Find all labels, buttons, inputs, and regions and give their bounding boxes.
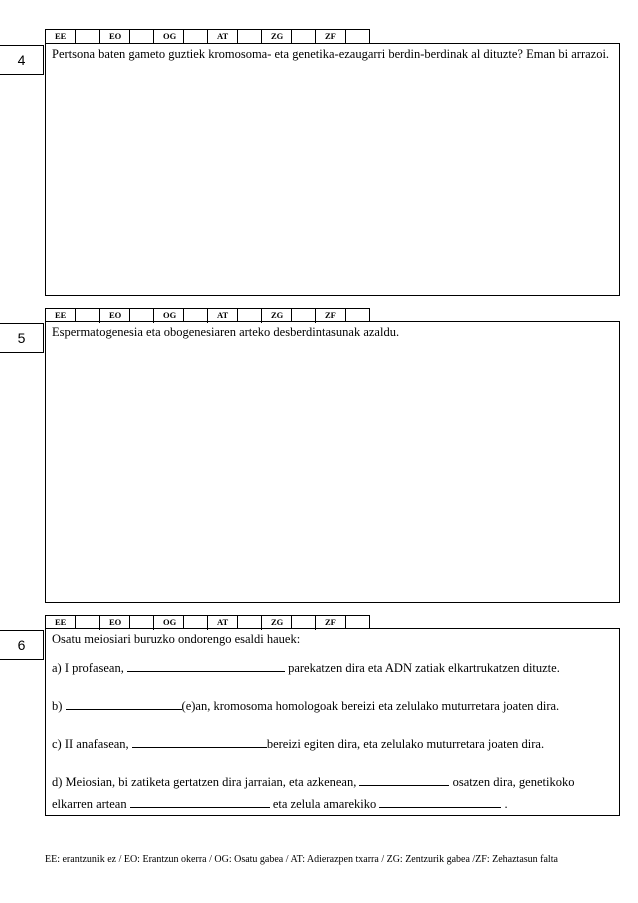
grading-legend: EE: erantzunik ez / EO: Erantzun okerra / OG: Osatu gabea / AT: Adierazpen txarra / ZG: Zentzurik gabea /ZF: Zehaztasun falta [45, 854, 558, 865]
grade-checkbox[interactable] [183, 30, 207, 43]
question-5-text: Espermatogenesia eta obogenesiaren arteko desberdintasunak azaldu. [52, 325, 400, 339]
grade-cell-zg: ZG [261, 309, 315, 323]
question-number: 6 [0, 630, 44, 660]
question-4-answer-box[interactable] [45, 43, 620, 296]
sentence-c: c) II anafasean, bereizi egiten dira, eta zelulako muturretara joaten dira. [52, 737, 545, 751]
grade-cell-at: AT [207, 30, 261, 44]
fill-blank[interactable] [127, 659, 285, 672]
grade-cell-at: AT [207, 616, 261, 630]
question-5-answer-box[interactable] [45, 321, 620, 603]
grade-cell-og: OG [153, 30, 207, 44]
question-6-intro: Osatu meiosiari buruzko ondorengo esaldi hauek: [52, 632, 301, 646]
grade-cell-og: OG [153, 616, 207, 630]
grade-checkbox[interactable] [129, 30, 153, 43]
grade-cell-zg: ZG [261, 30, 315, 44]
grade-cell-zf: ZF [315, 30, 369, 44]
grade-cell-eo: EO [99, 30, 153, 44]
grade-bar-q5 [45, 308, 370, 322]
grade-checkbox[interactable] [345, 30, 369, 43]
sentence-d: d) Meiosian, bi zatiketa gertatzen dira jarraian, eta azkenean, osatzen dira, genetikoko [52, 775, 575, 789]
fill-blank[interactable] [379, 795, 501, 808]
grade-checkbox[interactable] [75, 30, 99, 43]
fill-blank[interactable] [130, 795, 270, 808]
sentence-b: b) (e)an, kromosoma homologoak bereizi eta zelulako muturretara joaten dira. [52, 699, 560, 713]
grade-cell-ee: EE [45, 30, 99, 44]
question-number: 5 [0, 323, 44, 353]
grade-cell-zg: ZG [261, 616, 315, 630]
sentence-a: a) I profasean, parekatzen dira eta ADN zatiak elkartrukatzen dituzte. [52, 661, 560, 675]
question-number: 4 [0, 45, 44, 75]
grade-cell-og: OG [153, 309, 207, 323]
grade-checkbox[interactable] [291, 30, 315, 43]
grade-cell-ee: EE [45, 309, 99, 323]
fill-blank[interactable] [132, 735, 267, 748]
grade-cell-eo: EO [99, 616, 153, 630]
grade-cell-zf: ZF [315, 309, 369, 323]
grade-cell-zf: ZF [315, 616, 369, 630]
grade-cell-eo: EO [99, 309, 153, 323]
fill-blank[interactable] [66, 697, 182, 710]
sentence-d-continued: elkarren artean eta zelula amarekiko . [52, 797, 508, 811]
fill-blank[interactable] [359, 773, 449, 786]
grade-cell-at: AT [207, 309, 261, 323]
grade-bar-q4 [45, 29, 370, 43]
question-4-text: Pertsona baten gameto guztiek kromosoma- eta genetika-ezaugarri berdin-berdinak al dituzte? Eman bi arrazoi. [52, 47, 610, 61]
question-6-answer-box [45, 628, 620, 816]
grade-bar-q6 [45, 615, 370, 629]
grade-checkbox[interactable] [237, 30, 261, 43]
grade-cell-ee: EE [45, 616, 99, 630]
